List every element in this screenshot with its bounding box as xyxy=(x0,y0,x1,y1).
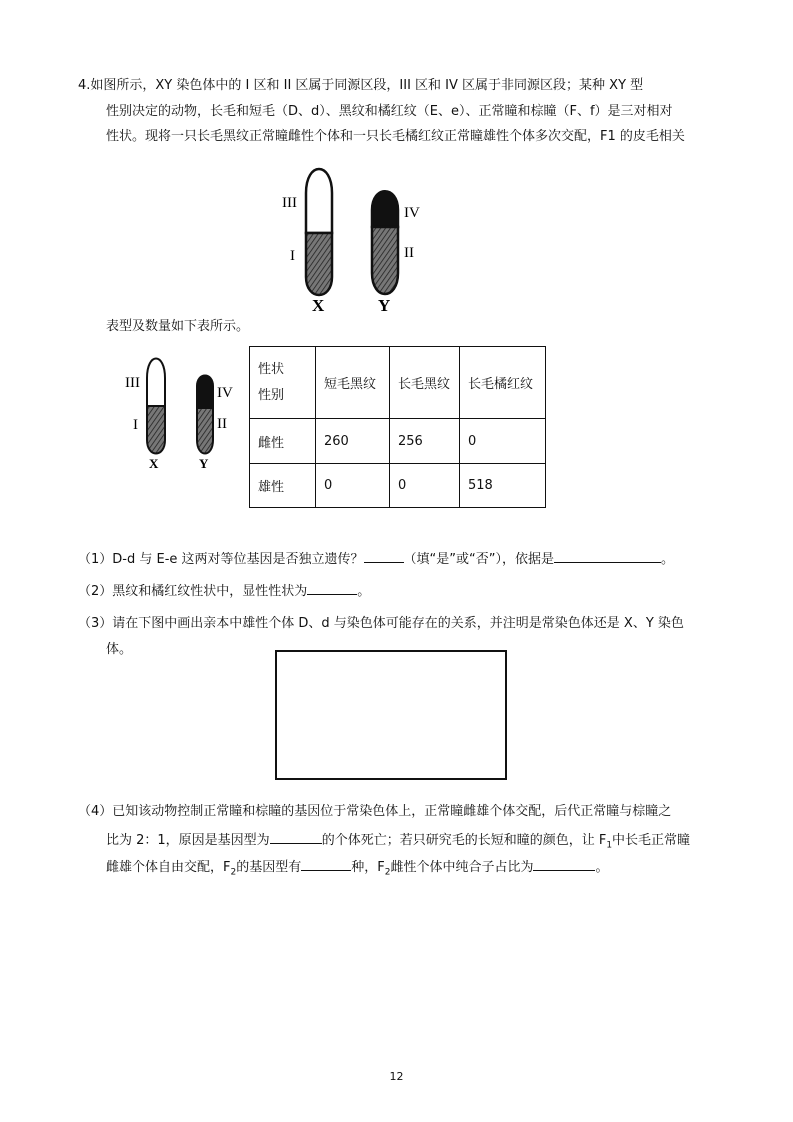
label-X-large: X xyxy=(312,296,325,315)
q4-text-b: 的个体死亡；若只研究毛的长短和瞳的颜色，让 F xyxy=(321,833,607,848)
label-II-small: II xyxy=(217,416,227,432)
table-cell: 0 xyxy=(390,464,460,508)
x-chromosome-small xyxy=(147,359,165,454)
q1-text-a: （1）D-d 与 E-e 这两对等位基因是否独立遗传？ xyxy=(78,552,364,567)
table-header-row xyxy=(250,347,546,419)
question-intro-line1 xyxy=(78,76,643,96)
q4-text-e: 的基因型有 xyxy=(236,860,302,875)
q4-subscript-2a: 2 xyxy=(230,867,237,878)
q4-blank-homozygote-ratio[interactable] xyxy=(533,856,595,871)
sub-question-1 xyxy=(78,548,674,570)
label-II-large: II xyxy=(404,245,414,261)
page-number: 12 xyxy=(389,1070,404,1083)
table-cell: 518 xyxy=(460,464,546,508)
label-III-small: III xyxy=(125,375,140,391)
sub-question-3-line1: （3）请在下图中画出亲本中雄性个体 D、d 与染色体可能存在的关系，并注明是常染色体还是 X、Y 染色 xyxy=(78,616,684,631)
label-Y-small: Y xyxy=(199,456,209,471)
table-row-label: 雄性 xyxy=(250,464,316,508)
drawing-answer-box[interactable] xyxy=(275,650,507,780)
chromosome-figure-large xyxy=(280,155,440,315)
chromosome-figure-small xyxy=(125,350,245,475)
table-cell: 256 xyxy=(390,419,460,464)
y-chromosome-small xyxy=(197,376,213,454)
question-intro-line3: 性状。现将一只长毛黑纹正常瞳雌性个体和一只长毛橘红纹正常瞳雄性个体多次交配，F1 的皮毛相关 xyxy=(106,129,685,144)
q4-end: 。 xyxy=(595,860,609,875)
q4-text-d: 雌雄个体自由交配，F xyxy=(106,860,231,875)
table-row xyxy=(250,419,546,464)
question-intro-line2: 性别决定的动物，长毛和短毛（D、d）、黑纹和橘红纹（E、e）、正常瞳和棕瞳（F、f）是三对相对 xyxy=(106,104,673,119)
q2-text: （2）黑纹和橘红纹性状中，显性性状为 xyxy=(78,584,308,599)
q4-subscript-1: 1 xyxy=(606,840,613,851)
q1-text-b: （填“是”或“否”），依据是 xyxy=(403,552,554,567)
phenotype-table xyxy=(249,346,546,508)
sub-question-3-line2: 体。 xyxy=(106,642,133,657)
q1-end: 。 xyxy=(660,552,674,567)
q2-end: 。 xyxy=(357,584,371,599)
table-cell: 0 xyxy=(316,464,390,508)
label-I-small: I xyxy=(133,417,138,433)
intro-text-1: 如图所示，XY 染色体中的 I 区和 II 区属于同源区段，III 区和 IV 区属于非同源区段；某种 XY 型 xyxy=(90,78,644,93)
q4-blank-genotype-count[interactable] xyxy=(301,856,351,871)
sub-question-2 xyxy=(78,580,370,602)
table-row xyxy=(250,464,546,508)
q4-blank-genotype[interactable] xyxy=(270,829,322,844)
q4-text-g: 雌性个体中纯合子占比为 xyxy=(390,860,534,875)
x-chromosome-large xyxy=(306,169,332,295)
label-Y-large: Y xyxy=(378,296,391,315)
q4-text-c: 中长毛正常瞳 xyxy=(612,833,691,848)
table-header-cell: 短毛黑纹 xyxy=(316,347,390,419)
table-corner-cell xyxy=(250,347,316,419)
label-I-large: I xyxy=(290,248,295,264)
table-row-label: 雌性 xyxy=(250,419,316,464)
q4-text-a: 比为 2：1，原因是基因型为 xyxy=(106,833,270,848)
sub-question-4-line2 xyxy=(106,829,690,856)
label-III-large: III xyxy=(282,195,297,211)
corner-trait-label: 性状 xyxy=(258,361,285,377)
q1-blank-yesno[interactable] xyxy=(364,548,404,563)
sub-question-4-line3 xyxy=(106,856,608,883)
table-header-cell: 长毛橘红纹 xyxy=(460,347,546,419)
label-X-small: X xyxy=(149,456,159,471)
sub-question-4-line1: （4）已知该动物控制正常瞳和棕瞳的基因位于常染色体上，正常瞳雌雄个体交配，后代正常瞳与棕瞳之 xyxy=(78,804,672,819)
q2-blank-dominant[interactable] xyxy=(307,580,357,595)
q1-blank-reason[interactable] xyxy=(554,548,661,563)
y-chromosome-large xyxy=(372,191,398,294)
label-IV-small: IV xyxy=(217,385,233,401)
q4-text-f: 种，F xyxy=(351,860,385,875)
table-header-cell: 长毛黑纹 xyxy=(390,347,460,419)
q4-subscript-2b: 2 xyxy=(384,867,391,878)
table-cell: 260 xyxy=(316,419,390,464)
label-IV-large: IV xyxy=(404,205,420,221)
table-cell: 0 xyxy=(460,419,546,464)
question-number: 4. xyxy=(78,78,91,93)
corner-sex-label: 性别 xyxy=(258,387,285,403)
question-intro-line4: 表型及数量如下表所示。 xyxy=(106,319,250,334)
